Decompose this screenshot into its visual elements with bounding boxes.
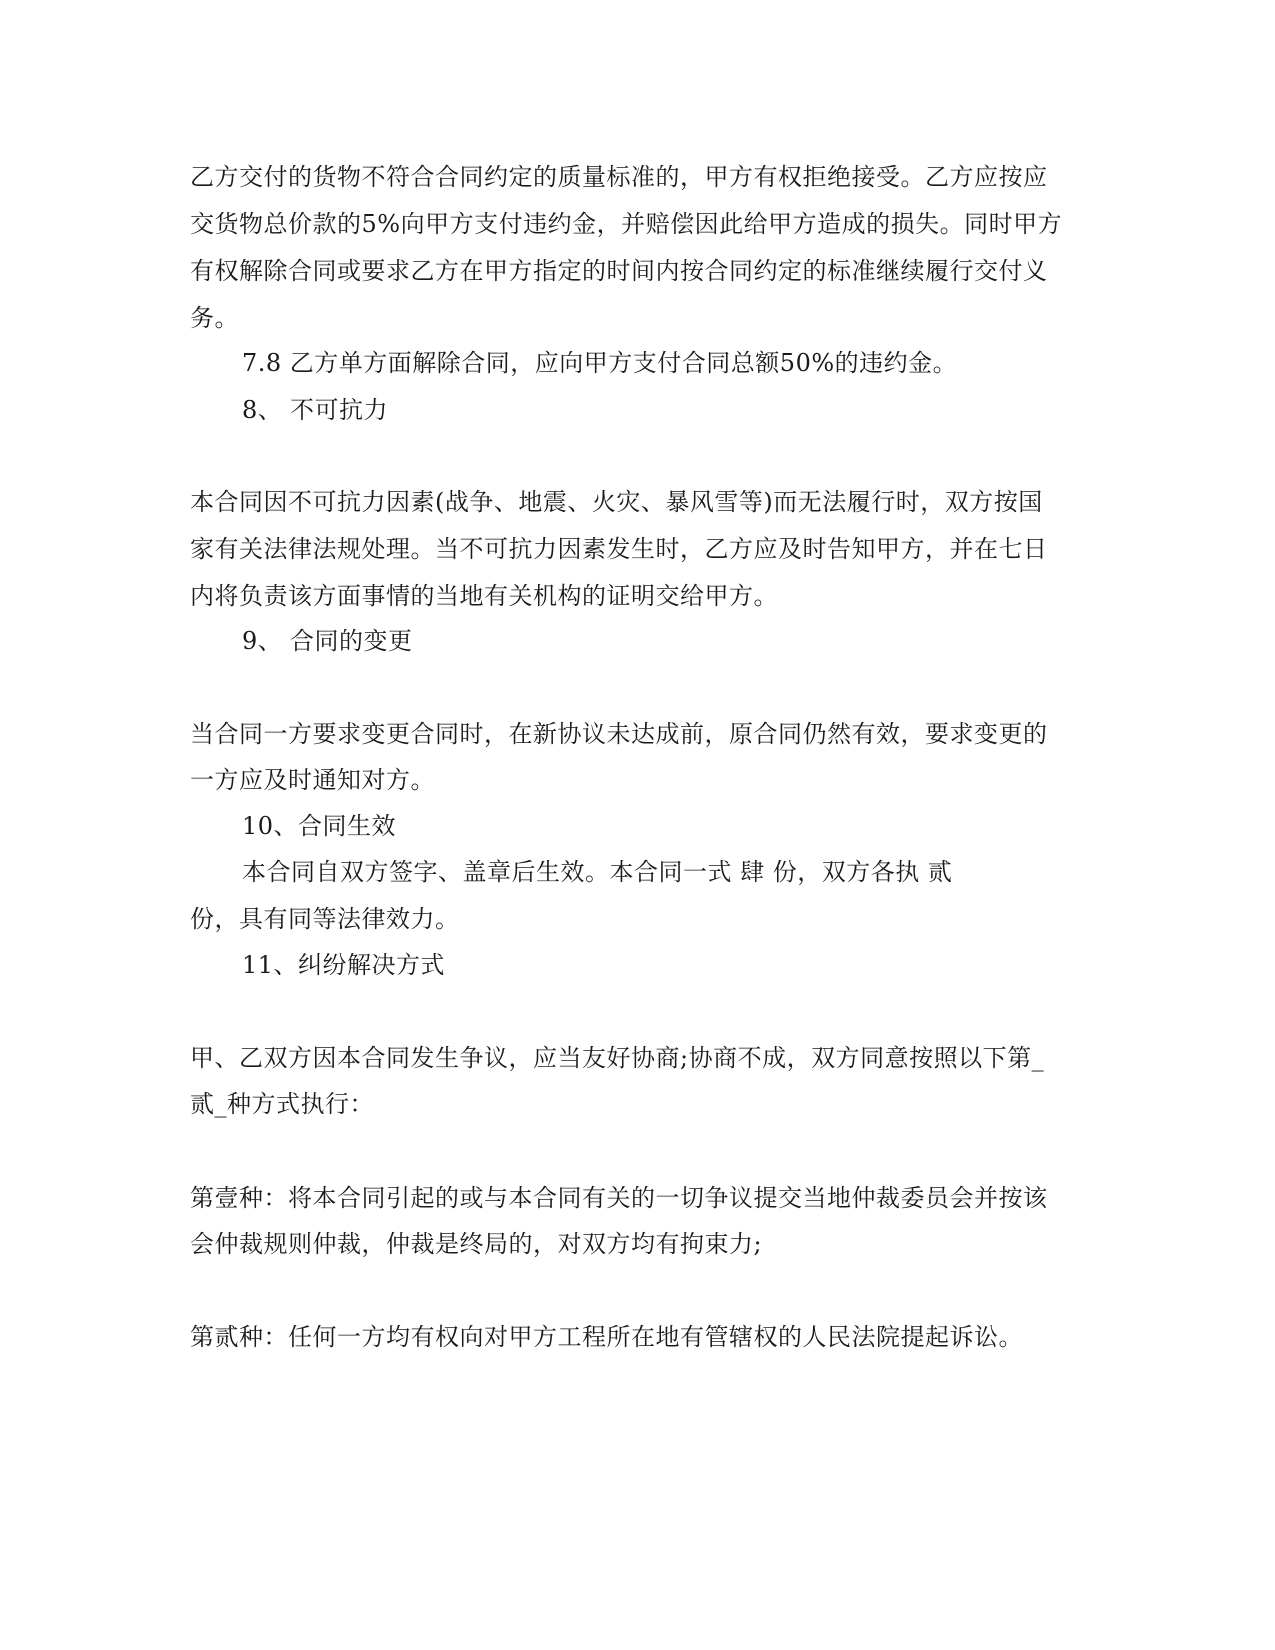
paragraph-line: 甲、乙双方因本合同发生争议，应当友好协商;协商不成，双方同意按照以下第_: [190, 1044, 1045, 1072]
section-heading-11: 11、纠纷解决方式: [242, 951, 446, 979]
paragraph-line: 一方应及时通知对方。: [190, 766, 435, 794]
paragraph-line: 贰_种方式执行：: [190, 1090, 374, 1118]
paragraph-line: 家有关法律法规处理。当不可抗力因素发生时，乙方应及时告知甲方，并在七日: [190, 535, 1048, 563]
paragraph-line: 第壹种：将本合同引起的或与本合同有关的一切争议提交当地仲裁委员会并按该: [190, 1184, 1048, 1212]
section-heading-8: [242, 393, 388, 427]
paragraph-line: 务。: [190, 304, 239, 332]
paragraph-line: 交货物总价款的5%向甲方支付违约金，并赔偿因此给甲方造成的损失。同时甲方: [190, 210, 1063, 238]
paragraph-line: 有权解除合同或要求乙方在甲方指定的时间内按合同约定的标准继续履行交付义: [190, 257, 1048, 285]
section-number: 8、: [242, 396, 283, 424]
paragraph-line: 当合同一方要求变更合同时，在新协议未达成前，原合同仍然有效，要求变更的: [190, 720, 1048, 748]
section-title: 不可抗力: [290, 396, 388, 424]
section-title: 合同的变更: [290, 627, 413, 655]
paragraph-line: 第贰种：任何一方均有权向对甲方工程所在地有管辖权的人民法院提起诉讼。: [190, 1323, 1023, 1351]
paragraph-line: 本合同自双方签字、盖章后生效。本合同一式 肆 份，双方各执 贰: [242, 858, 953, 886]
paragraph-line: 乙方交付的货物不符合合同约定的质量标准的，甲方有权拒绝接受。乙方应按应: [190, 163, 1048, 191]
section-number: 9、: [242, 627, 283, 655]
section-heading-9: [242, 624, 413, 658]
section-heading-10: 10、合同生效: [242, 812, 397, 840]
paragraph-line: 本合同因不可抗力因素(战争、地震、火灾、暴风雪等)而无法履行时，双方按国: [190, 488, 1043, 516]
paragraph-line: 内将负责该方面事情的当地有关机构的证明交给甲方。: [190, 582, 778, 610]
paragraph-line: 会仲裁规则仲裁，仲裁是终局的，对双方均有拘束力;: [190, 1230, 763, 1258]
paragraph-line: 份，具有同等法律效力。: [190, 905, 460, 933]
clause-7-8: 7.8 乙方单方面解除合同，应向甲方支付合同总额50%的违约金。: [242, 349, 958, 377]
